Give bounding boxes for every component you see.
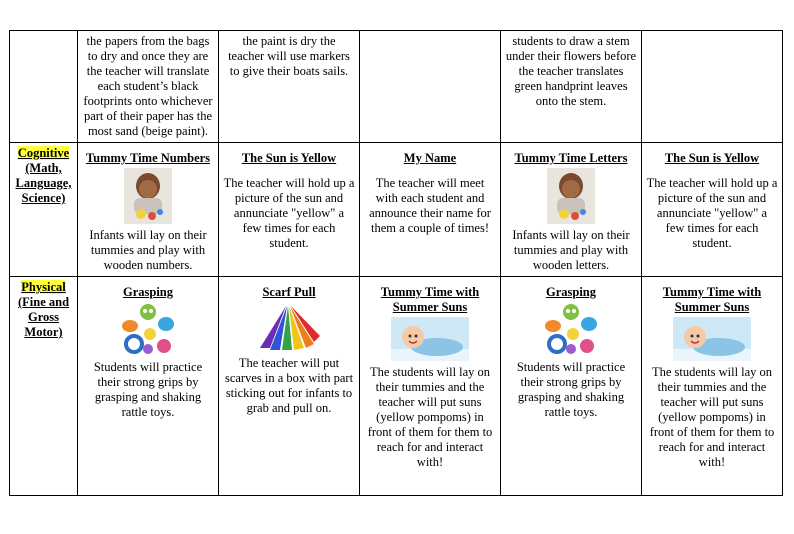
activity-description: The teacher will meet with each student and announce their name for them a couple of times! [369,176,491,235]
activity-description: Infants will lay on their tummies and play with wooden letters. [512,228,630,272]
table-row [10,277,783,496]
activity-cell [642,277,783,496]
activity-cell [78,143,219,277]
activity-title: Scarf Pull [262,285,316,299]
activity-cell [78,31,219,143]
activity-description: Students will practice their strong grips by grasping and shaking rattle toys. [93,360,203,419]
activity-cell [219,31,360,143]
activity-description: The teacher will put scarves in a box with part sticking out for infants to grab and pull on. [224,356,354,415]
category-cell-empty [10,31,78,143]
rattle-toys-image [543,302,599,356]
baby-on-tummy-image [673,317,751,361]
colorful-scarves-image [256,302,322,352]
table-row [10,31,783,143]
activity-description: students to draw a stem under their flowers before the teacher translates green handprint leaves onto the stem. [505,34,637,108]
baby-with-toys-image [547,168,595,224]
activity-cell [78,277,219,496]
category-cell-physical [10,277,78,496]
activity-title: Grasping [122,285,173,299]
activity-description: The teacher will hold up a picture of the sun and annunciate "yellow" a few times for each student. [646,176,778,250]
baby-with-toys-image [124,168,172,224]
activity-cell [501,31,642,143]
activity-cell [501,277,642,496]
activity-title: Tummy Time with Summer Suns [662,285,762,314]
activity-description: The students will lay on their tummies and the teacher will put suns (yellow pompoms) in front of them for them to reach for and interact with! [649,365,775,469]
activity-cell [642,143,783,277]
activity-title: The Sun is Yellow [664,151,760,165]
category-cell-cognitive [10,143,78,277]
category-subtitle: (Fine and Gross Motor) [17,295,70,339]
activity-description: Infants will lay on their tummies and play with wooden numbers. [89,228,207,272]
activity-cell [219,277,360,496]
activity-cell [501,143,642,277]
activity-description: The students will lay on their tummies and the teacher will put suns (yellow pompoms) in front of them for them to reach for and interact with! [367,365,493,469]
category-name: Cognitive [17,146,70,160]
category-subtitle: (Math, Language, Science) [15,161,72,205]
activity-cell [642,31,783,143]
activity-title: Tummy Time with Summer Suns [380,285,480,314]
category-name: Physical [21,280,66,294]
activity-title: The Sun is Yellow [241,151,337,165]
activity-cell [219,143,360,277]
activity-title: Tummy Time Letters [514,151,628,165]
activity-description: Students will practice their strong grips by grasping and shaking rattle toys. [516,360,626,419]
activity-title: My Name [403,151,457,165]
baby-on-tummy-image [391,317,469,361]
rattle-toys-image [120,302,176,356]
activity-title: Grasping [545,285,596,299]
activity-cell [360,277,501,496]
lesson-plan-table [9,30,783,496]
activity-description: the paint is dry the teacher will use markers to give their boats sails. [228,34,350,78]
table-row [10,143,783,277]
activity-description: The teacher will hold up a picture of the sun and annunciate "yellow" a few times for each student. [223,176,355,250]
activity-cell [360,143,501,277]
activity-description: the papers from the bags to dry and once they are the teacher will translate each student’s black footprints onto whichever part of their paper has the most sand (beige paint). [83,34,213,138]
activity-cell [360,31,501,143]
activity-title: Tummy Time Numbers [85,151,211,165]
